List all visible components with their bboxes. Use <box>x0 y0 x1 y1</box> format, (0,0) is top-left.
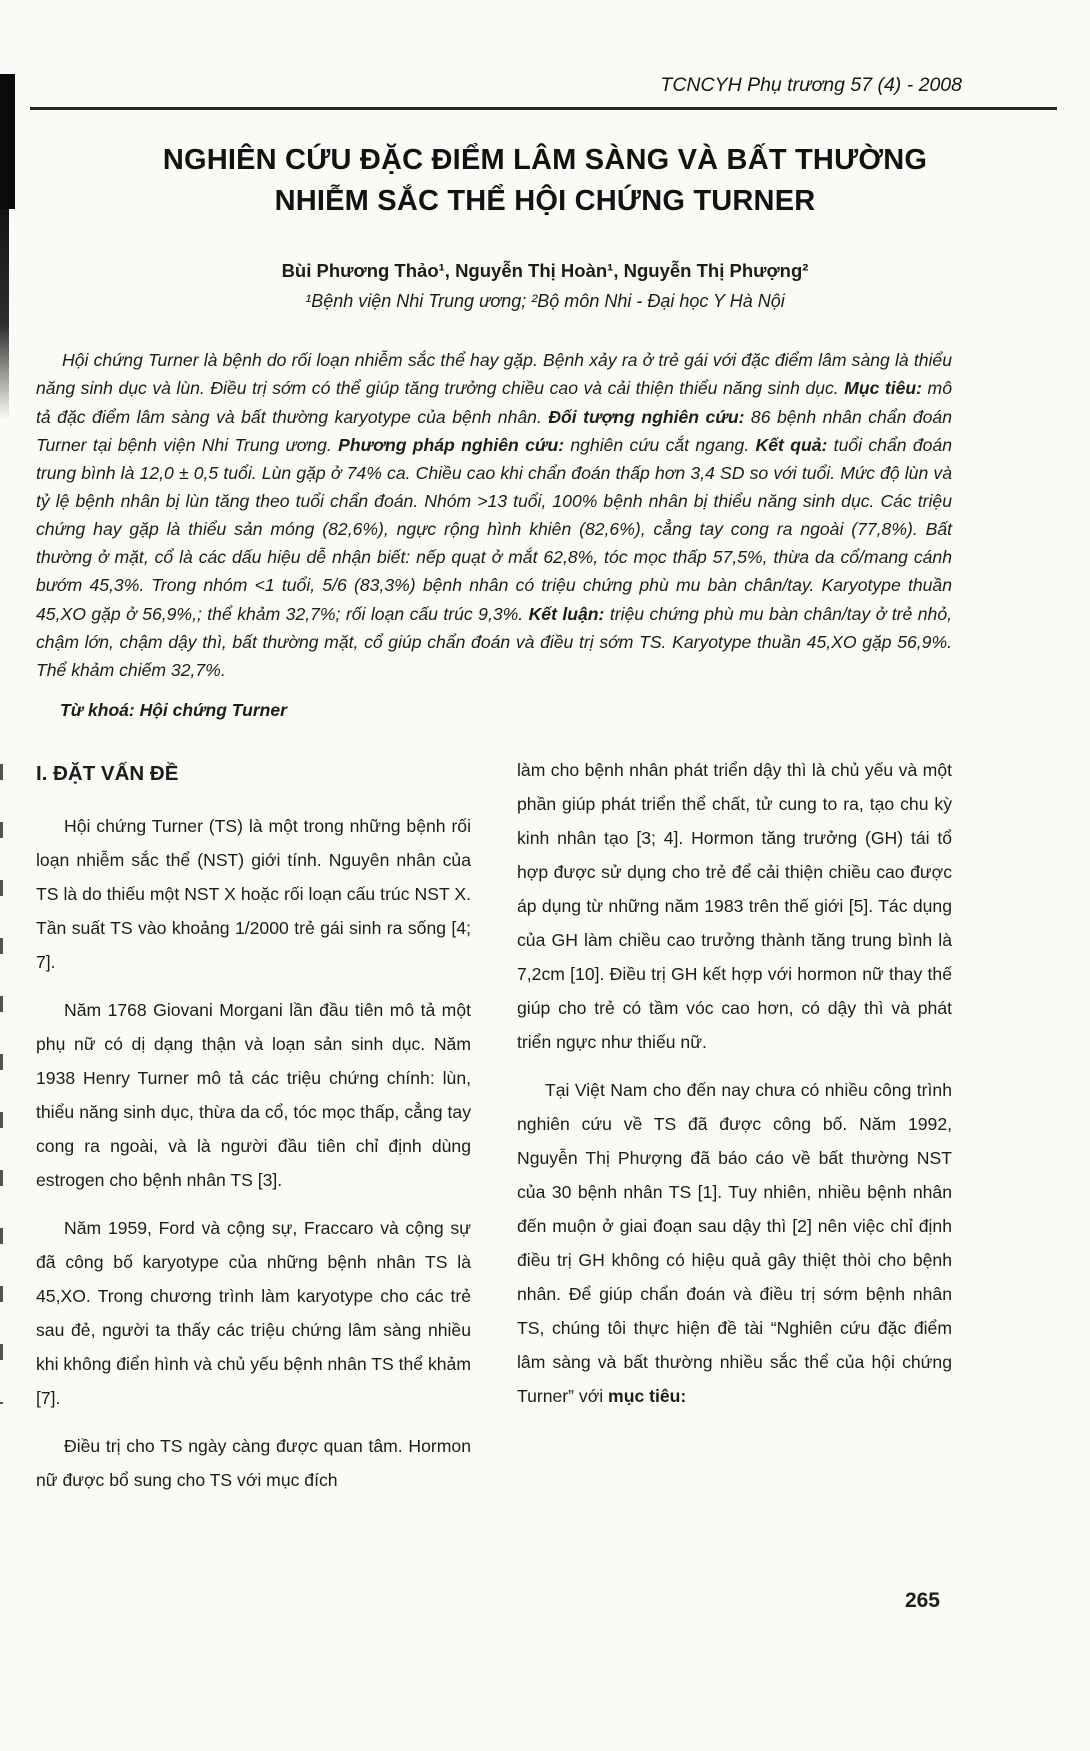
text-segment: Tại Việt Nam cho đến nay chưa có nhiều công trình nghiên cứu về TS đã được công bố. Năm 1992, Nguyễn Thị Phượng đã báo cáo về bất thường NST của 30 bệnh nhân TS [1]. Tuy nhiên, nhiều bệnh nhân đến muộn ở giai đoạn sau dậy thì [2] nên việc chỉ định điều trị GH không có hiệu quả gây thiệt thòi cho bệnh nhân. Để giúp chẩn đoán và điều trị sớm bệnh nhân TS, chúng tôi thực hiện đề tài “Nghiên cứu đặc điểm lâm sàng và bất thường nhiều sắc thể của hội chứng Turner” với <box>517 1080 952 1407</box>
emphasis-text: Đối tượng nghiên cứu: <box>548 406 745 427</box>
article-title-line1: NGHIÊN CỨU ĐẶC ĐIỂM LÂM SÀNG VÀ BẤT THƯỜNG <box>162 144 928 176</box>
two-column-body <box>36 753 952 1511</box>
affiliations: ¹Bệnh viện Nhi Trung ương; ²Bộ môn Nhi - Đại học Y Hà Nội <box>305 291 785 312</box>
article-title <box>70 140 1020 222</box>
text-segment: tuổi chẩn đoán trung bình là 12,0 ± 0,5 tuổi. Lùn gặp ở 74% ca. Chiều cao khi chẩn đoán thấp hơn 3,4 SD so với tuổi. Mức độ lùn và tỷ lệ bệnh nhân bị lùn tăng theo tuổi chẩn đoán. Nhóm >13 tuổi, 100% bệnh nhân bị thiểu năng sinh dục. Các triệu chứng hay gặp là thiểu sản móng (82,6%), ngực rộng hình khiên (82,6%), cẳng tay cong ra ngoài (77,8%). Bất thường ở mặt, cổ là các dấu hiệu dễ nhận biết: nếp quạt ở mắt 62,8%, tóc mọc thấp 57,5%, thừa da cổ/mang cánh bướm 45,3%. Trong nhóm <1 tuổi, 5/6 (83,3%) bệnh nhân có triệu chứng phù mu bàn chân/tay. Karyotype thuần 45,XO gặp ở 56,9%,; thể khảm 32,7%; rối loạn cấu trúc 9,3%. <box>36 434 952 624</box>
paragraph: Điều trị cho TS ngày càng được quan tâm. Hormon nữ được bổ sung cho TS với mục đích <box>36 1436 471 1491</box>
emphasis-text: Phương pháp nghiên cứu: <box>338 434 565 455</box>
text-segment: triệu chứng phù mu bàn chân/tay ở trẻ nhỏ, chậm lớn, chậm dậy thì, bất thường mặt, cổ giúp chẩn đoán và điều trị sớm TS. Karyotype thuần 45,XO gặp 56,9%. Thể khảm chiếm 32,7%. <box>36 603 952 680</box>
scan-edge-artifact-dashes <box>0 764 3 1404</box>
emphasis-text: mục tiêu: <box>608 1386 687 1407</box>
abstract <box>36 346 952 684</box>
keywords-label: Từ khoá: <box>60 700 135 721</box>
keywords-value: Hội chứng Turner <box>134 700 287 721</box>
scan-edge-artifact-middle <box>0 209 9 419</box>
paragraph: Hội chứng Turner (TS) là một trong những bệnh rối loạn nhiễm sắc thể (NST) giới tính. Nguyên nhân của TS là do thiếu một NST X hoặc rối loạn cấu trúc NST X. Tần suất TS vào khoảng 1/2000 trẻ gái sinh ra sống [4; 7]. <box>36 816 471 973</box>
emphasis-text: Kết luận: <box>528 603 605 624</box>
paragraph: làm cho bệnh nhân phát triển dậy thì là chủ yếu và một phần giúp phát triển thể chất, tử cung to ra, tạo chu kỳ kinh nhân tạo [3; 4]. Hormon tăng trưởng (GH) tái tổ hợp được sử dụng cho trẻ để cải thiện chiều cao được áp dụng từ những năm 1983 trên thế giới [5]. Tác dụng của GH làm chiều cao trưởng thành tăng trung bình là 7,2cm [10]. Điều trị GH kết hợp với hormon nữ thay thế giúp cho trẻ có tầm vóc cao hơn, có dậy thì và phát triển ngực như thiếu nữ. <box>517 760 952 1053</box>
text-segment: 86 bệnh nhân chẩn đoán Turner tại bệnh viện Nhi Trung ương. <box>36 406 952 455</box>
text-segment: mô tả đặc điểm lâm sàng và bất thường karyotype của bệnh nhân. <box>36 378 952 427</box>
text-segment: Hội chứng Turner là bệnh do rối loạn nhiễm sắc thể hay gặp. Bệnh xảy ra ở trẻ gái với đặc điểm lâm sàng là thiểu năng sinh dục và lùn. Điều trị sớm có thể giúp tăng trưởng chiều cao và cải thiện thiểu năng sinh dục. <box>36 350 952 399</box>
authors: Bùi Phương Thảo¹, Nguyễn Thị Hoàn¹, Nguyễn Thị Phượng² <box>281 260 809 282</box>
page-number: 265 <box>904 1589 940 1612</box>
header-rule <box>30 107 1057 110</box>
paragraph <box>517 1073 952 1413</box>
text-segment: nghiên cứu cắt ngang. <box>564 434 756 455</box>
emphasis-text: Kết quả: <box>755 434 828 455</box>
keywords <box>60 700 952 721</box>
scan-edge-artifact-top <box>0 74 15 209</box>
journal-header: TCNCYH Phụ trương 57 (4) - 2008 <box>660 74 962 96</box>
section-heading-introduction: I. ĐẶT VẤN ĐỀ <box>36 762 179 786</box>
left-column <box>36 753 471 1511</box>
paragraph: Năm 1768 Giovani Morgani lần đầu tiên mô tả một phụ nữ có dị dạng thận và loạn sản sinh dục. Năm 1938 Henry Turner mô tả các triệu chứng chính: lùn, thiểu năng sinh dục, thừa da cổ, tóc mọc thấp, cẳng tay cong ra ngoài, và là người đầu tiên chỉ định dùng estrogen cho bệnh nhân TS [3]. <box>36 1000 471 1191</box>
article-title-line2: NHIỄM SẮC THỂ HỘI CHỨNG TURNER <box>274 185 816 218</box>
right-column <box>517 753 952 1511</box>
page-body <box>0 346 1090 1511</box>
emphasis-text: Mục tiêu: <box>844 378 923 399</box>
paragraph: Năm 1959, Ford và cộng sự, Fraccaro và cộng sự đã công bố karyotype của những bệnh nhân TS là 45,XO. Trong chương trình làm karyotype cho các trẻ sau đẻ, người ta thấy các triệu chứng lâm sàng nhiều khi không điển hình và chủ yếu bệnh nhân TS thể khảm [7]. <box>36 1218 471 1409</box>
